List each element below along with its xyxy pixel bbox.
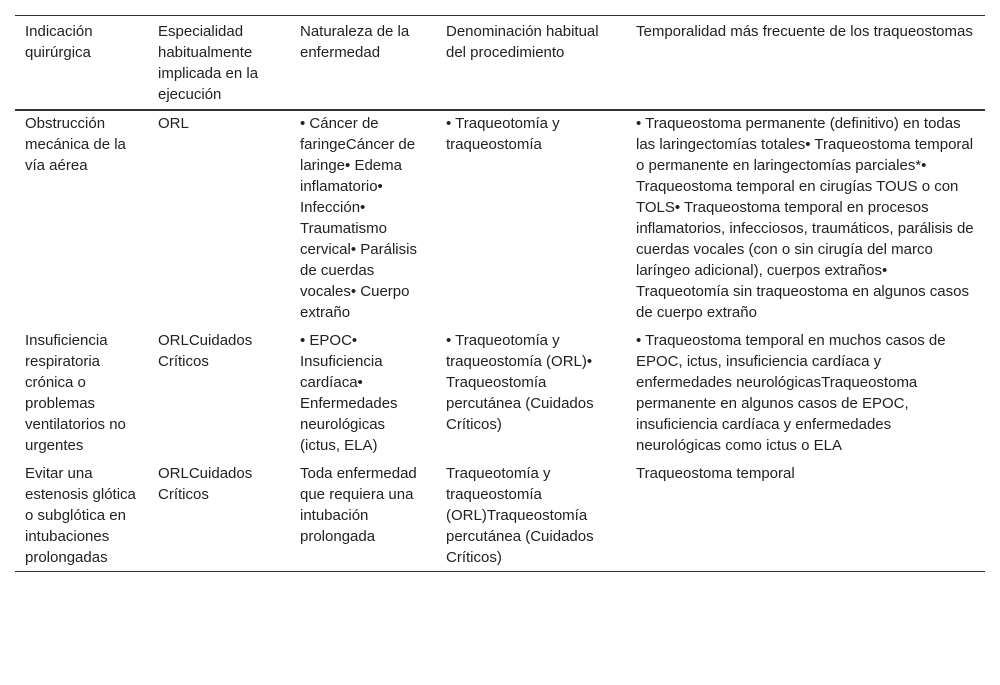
header-especialidad: Especialidad habitualmente implicada en la ejecución <box>158 23 259 103</box>
cell-naturaleza: Toda enfermedad que requiera una intubación prolongada <box>300 465 417 545</box>
table-body <box>15 110 985 572</box>
cell-naturaleza: • EPOC• Insuficiencia cardíaca• Enfermedades neurológicas (ictus, ELA) <box>300 332 398 454</box>
header-temporalidad: Temporalidad más frecuente de los traqueostomas <box>636 23 973 40</box>
cell-denominacion: • Traqueotomía y traqueostomía (ORL)• Traqueostomía percutánea (Cuidados Críticos) <box>446 332 594 433</box>
header-row <box>15 16 985 111</box>
table-row <box>15 459 985 572</box>
indications-table <box>15 15 985 572</box>
cell-naturaleza: • Cáncer de faringeCáncer de laringe• Edema inflamatorio• Infección• Traumatismo cervical• Parálisis de cuerdas vocales• Cuerpo extraño <box>300 115 417 321</box>
cell-denominacion: Traqueotomía y traqueostomía (ORL)Traqueostomía percutánea (Cuidados Críticos) <box>446 465 594 566</box>
header-naturaleza: Naturaleza de la enfermedad <box>300 23 410 61</box>
table-row <box>15 326 985 459</box>
cell-denominacion: • Traqueotomía y traqueostomía <box>446 115 560 153</box>
cell-indicacion: Obstrucción mecánica de la vía aérea <box>25 115 126 174</box>
cell-indicacion: Evitar una estenosis glótica o subglótica en intubaciones prolongadas <box>25 465 136 566</box>
cell-temporalidad: Traqueostoma temporal <box>636 465 795 482</box>
cell-especialidad: ORL <box>158 115 189 132</box>
cell-indicacion: Insuficiencia respiratoria crónica o problemas ventilatorios no urgentes <box>25 332 126 454</box>
cell-temporalidad: • Traqueostoma temporal en muchos casos de EPOC, ictus, insuficiencia cardíaca y enfermedades neurológicasTraqueostoma permanente en algunos casos de EPOC, insuficiencia cardíaca y enfermedades neurológicas como ictus o ELA <box>636 332 946 454</box>
header-indicacion: Indicación quirúrgica <box>25 23 93 61</box>
cell-especialidad: ORLCuidados Críticos <box>158 465 253 503</box>
header-denominacion: Denominación habitual del procedimiento <box>446 23 599 61</box>
document-table-container <box>15 15 985 572</box>
cell-especialidad: ORLCuidados Críticos <box>158 332 253 370</box>
cell-temporalidad: • Traqueostoma permanente (definitivo) en todas las laringectomías totales• Traqueostoma temporal o permanente en laringectomías parciales*• Traqueostoma temporal en cirugías TOUS o con TOLS• Traqueostoma temporal en procesos inflamatorios, infecciosos, traumáticos, parálisis de cuerdas vocales (con o sin cirugía del marco laríngeo adicional), cuerpos extraños• Traqueotomía sin traqueostoma en algunos casos de cuerpo extraño <box>636 115 974 321</box>
table-header <box>15 16 985 111</box>
table-row <box>15 110 985 326</box>
